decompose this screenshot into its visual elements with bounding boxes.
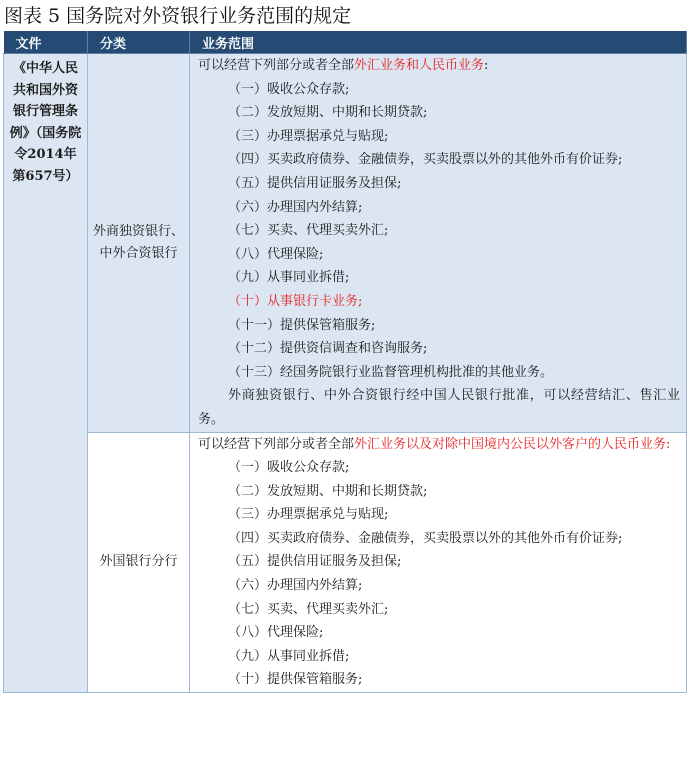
scope-item: （四）买卖政府债券、金融债券，买卖股票以外的其他外币有价证券; xyxy=(228,530,623,546)
scope-item: （六）办理国内外结算; xyxy=(228,199,363,215)
document-cell xyxy=(4,54,88,693)
scope-item: （十二）提供资信调查和咨询服务; xyxy=(228,341,428,357)
scope-item: （十三）经国务院银行业监督管理机构批准的其他业务。 xyxy=(228,364,554,380)
scope-item: （二）发放短期、中期和长期贷款; xyxy=(228,105,428,121)
scope-item: （十一）提供保管箱服务; xyxy=(228,317,376,333)
category-cell xyxy=(88,432,190,693)
scope-item: （五）提供信用证服务及担保; xyxy=(228,175,402,191)
scope-intro xyxy=(198,433,680,457)
scope-item: （九）从事同业拆借; xyxy=(228,648,350,664)
header-category: 分类 xyxy=(88,31,190,54)
scope-cell xyxy=(190,432,687,693)
scope-item: （七）买卖、代理买卖外汇; xyxy=(228,223,389,239)
header-doc: 文件 xyxy=(4,31,88,54)
scope-item: （三）办理票据承兑与贴现; xyxy=(228,507,389,523)
document-name: 《中华人民共和国外资银行管理条例》（国务院令2014年第657号） xyxy=(9,61,82,184)
table-row xyxy=(4,432,687,693)
scope-item: （一）吸收公众存款; xyxy=(228,460,350,476)
category-label: 外国银行分行 xyxy=(99,554,178,570)
business-scope-table xyxy=(3,31,687,693)
scope-item: （六）办理国内外结算; xyxy=(228,578,363,594)
scope-item: （九）从事同业拆借; xyxy=(228,270,350,286)
intro-text: 可以经营下列部分或者全部 xyxy=(198,436,355,452)
intro-text: 可以经营下列部分或者全部 xyxy=(198,58,355,73)
intro-colon: : xyxy=(666,436,671,452)
scope-item: （五）提供信用证服务及担保; xyxy=(228,554,402,570)
figure-title: 图表 5 国务院对外资银行业务范围的规定 xyxy=(4,5,352,27)
intro-colon: : xyxy=(484,58,489,73)
intro-highlight: 外汇业务以及对除中国境内公民以外客户的人民币业务 xyxy=(354,436,667,452)
scope-item: （四）买卖政府债券、金融债券，买卖股票以外的其他外币有价证券; xyxy=(228,152,623,168)
header-scope: 业务范围 xyxy=(190,31,687,54)
category-cell xyxy=(88,54,190,433)
scope-cell xyxy=(190,54,687,433)
scope-item: （一）吸收公众存款; xyxy=(228,81,350,97)
scope-item: （三）办理票据承兑与贴现; xyxy=(228,128,389,144)
category-label: 外商独资银行、中外合资银行 xyxy=(92,223,184,261)
intro-highlight: 外汇业务和人民币业务 xyxy=(354,58,485,73)
table-header-row xyxy=(4,31,687,54)
scope-note: 外商独资银行、中外合资银行经中国人民银行批准，可以经营结汇、售汇业务。 xyxy=(198,388,680,427)
scope-item: （八）代理保险; xyxy=(228,625,324,641)
scope-item: （二）发放短期、中期和长期贷款; xyxy=(228,483,428,499)
scope-item: （八）代理保险; xyxy=(228,246,324,262)
scope-intro xyxy=(198,54,680,78)
table-row xyxy=(4,54,687,433)
scope-item: （七）买卖、代理买卖外汇; xyxy=(228,601,389,617)
scope-item-highlight: （十）从事银行卡业务; xyxy=(228,293,363,309)
scope-item: （十）提供保管箱服务; xyxy=(228,672,363,688)
